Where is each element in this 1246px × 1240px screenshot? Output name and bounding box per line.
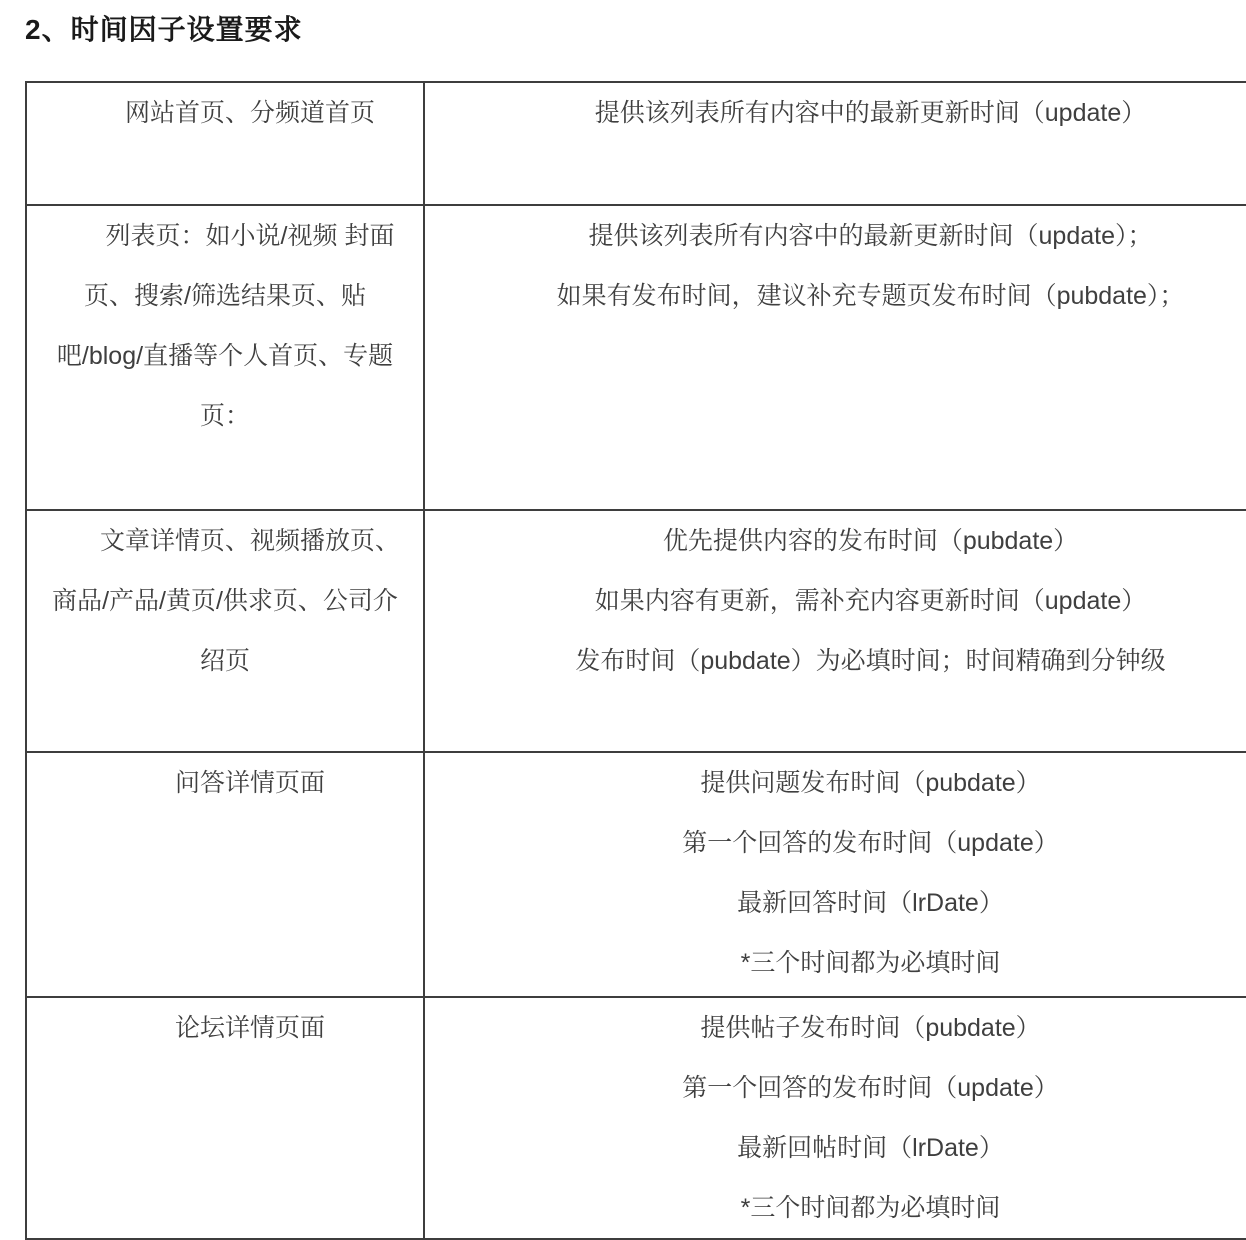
requirement-cell [424,205,1246,510]
page-type-text: 论坛详情页面 [174,1014,325,1042]
requirement-line: 如果有发布时间，建议补充专题页发布时间（pubdate）； [556,282,1185,310]
page-type-cell [26,510,424,752]
time-factor-table [25,81,1246,1240]
requirement-line: 提供问题发布时间（pubdate） [700,769,1041,797]
requirement-cell [424,752,1246,997]
table-row [26,205,1246,510]
requirement-line: 最新回帖时间（lrDate） [737,1134,1004,1162]
requirement-line: 提供该列表所有内容中的最新更新时间（update） [594,99,1147,127]
page-type-text: 网站首页、分频道首页 [124,99,375,127]
section-heading: 2、时间因子设置要求 [25,14,303,45]
requirement-line: 如果内容有更新，需补充内容更新时间（update） [594,587,1147,615]
requirement-cell [424,510,1246,752]
requirement-line: 提供该列表所有内容中的最新更新时间（update）； [588,222,1153,250]
requirement-cell [424,997,1246,1239]
page-type-cell [26,997,424,1239]
table-row [26,82,1246,205]
requirement-line: 第一个回答的发布时间（update） [682,1074,1059,1102]
page-type-text: 列表页：如小说/视频 封面页、搜索/筛选结果页、贴吧/blog/直播等个人首页、专题页： [56,222,395,430]
page-type-cell [26,205,424,510]
requirement-cell [424,82,1246,205]
requirement-line: 优先提供内容的发布时间（pubdate） [662,527,1079,555]
table-row [26,997,1246,1239]
page-type-cell [26,752,424,997]
page-type-text: 问答详情页面 [174,769,325,797]
requirement-line: 第一个回答的发布时间（update） [682,829,1059,857]
requirement-line: 提供帖子发布时间（pubdate） [700,1014,1041,1042]
page-type-text: 文章详情页、视频播放页、商品/产品/黄页/供求页、公司介绍页 [52,527,400,675]
table-row [26,752,1246,997]
page-type-cell [26,82,424,205]
requirement-line: *三个时间都为必填时间 [740,949,1001,977]
requirement-line: 最新回答时间（lrDate） [737,889,1004,917]
requirement-line: 发布时间（pubdate）为必填时间；时间精确到分钟级 [575,647,1166,675]
requirement-line: *三个时间都为必填时间 [740,1194,1001,1222]
table-row [26,510,1246,752]
